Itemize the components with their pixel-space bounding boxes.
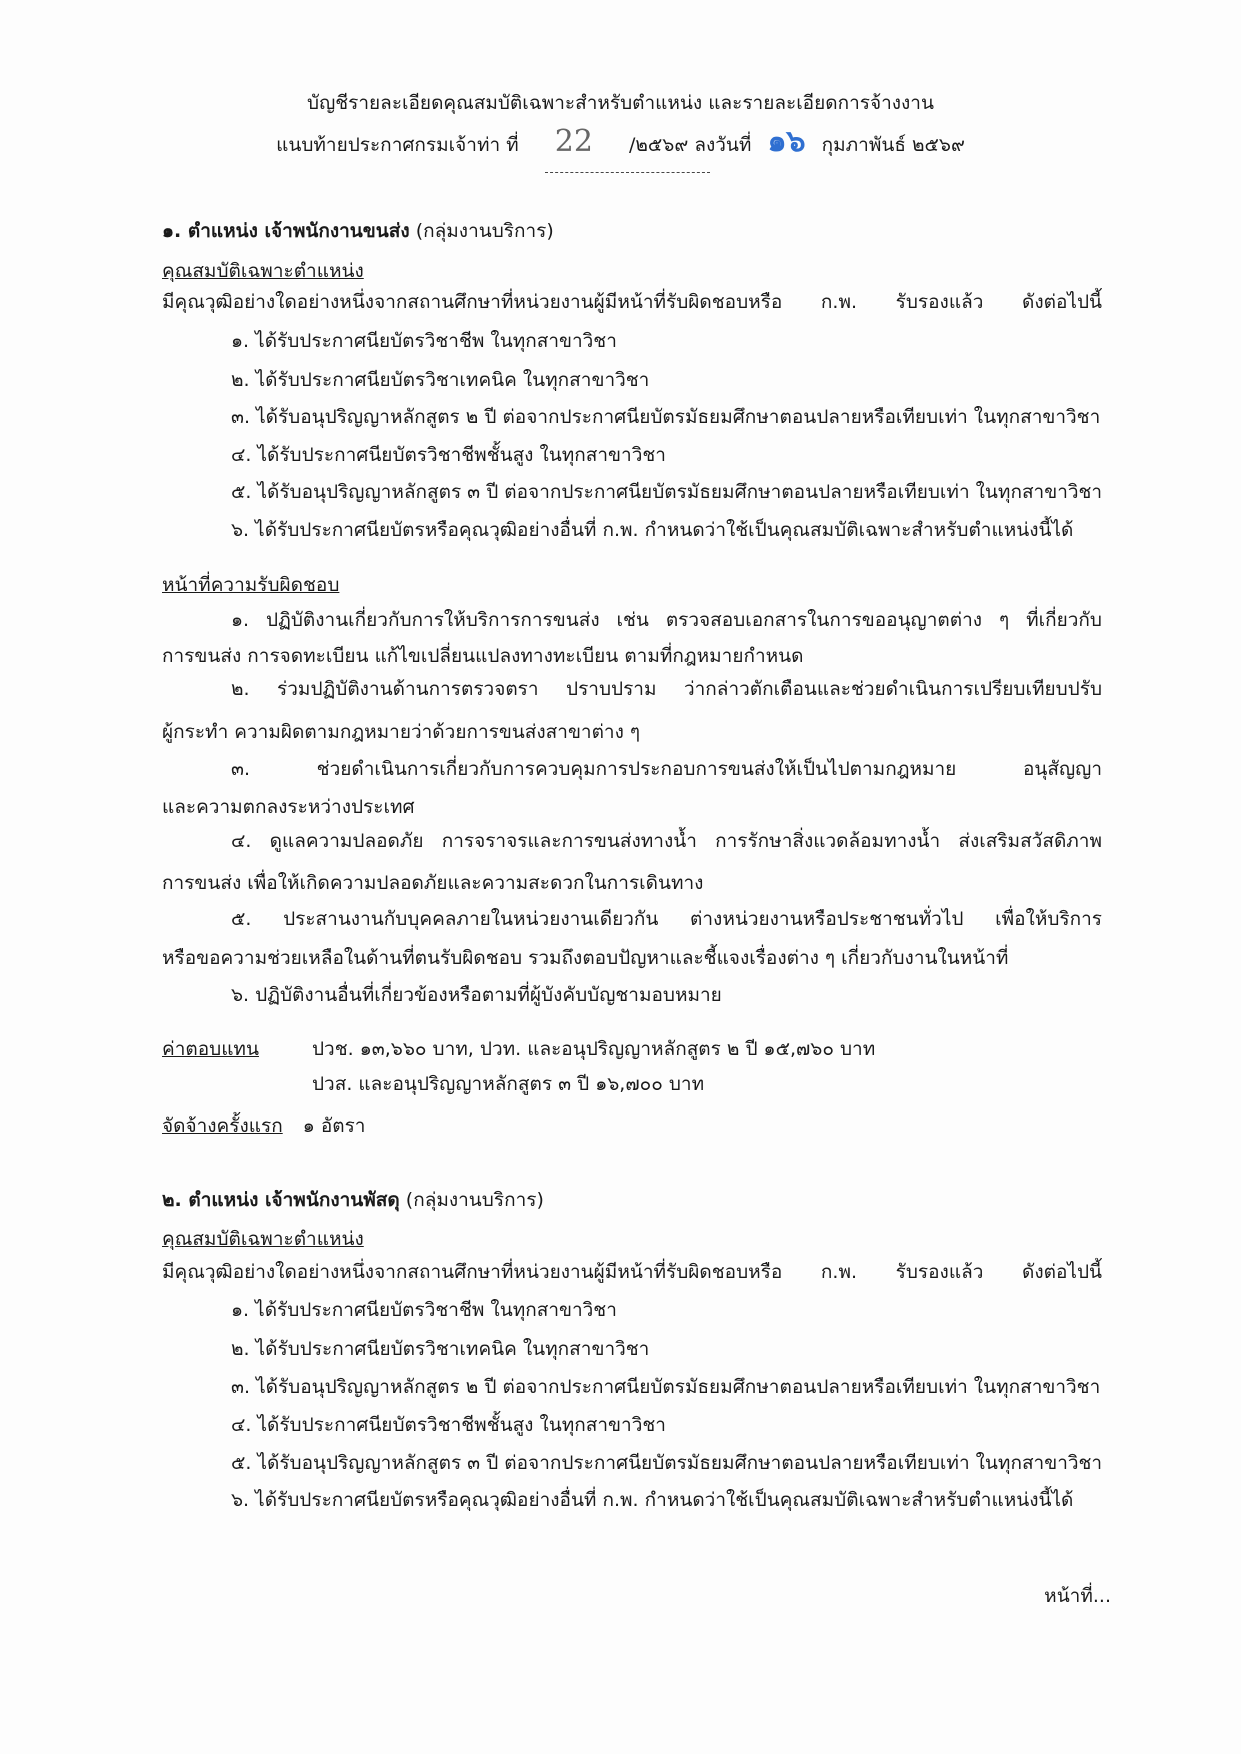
position-group: (กลุ่มงานบริการ) (415, 220, 554, 242)
qual-item: ๑. ได้รับประกาศนียบัตรวิชาชีพ ในทุกสาขาวิชา (231, 330, 617, 352)
section-1-heading (162, 217, 1102, 245)
handwritten-number: 22 (554, 124, 593, 159)
qual-item: ๓. ได้รับอนุปริญญาหลักสูตร ๒ ปี ต่อจากประกาศนียบัตรมัธยมศึกษาตอนปลายหรือเทียบเท่า ในทุกสาขาวิชา (231, 1376, 1101, 1398)
duty-item: ๖. ปฏิบัติงานอื่นที่เกี่ยวข้องหรือตามที่ผู้บังคับบัญชามอบหมาย (231, 984, 722, 1006)
duty-item-cont: และความตกลงระหว่างประเทศ (162, 796, 415, 818)
pay-line-1: ปวช. ๑๓,๖๖๐ บาท, ปวท. และอนุปริญญาหลักสูตร ๒ ปี ๑๕,๗๖๐ บาท (312, 1038, 876, 1060)
hire-label: จัดจ้างครั้งแรก (162, 1115, 283, 1137)
duty-item-cont: การขนส่ง การจดทะเบียน แก้ไขเปลี่ยนแปลงทางทะเบียน ตามที่กฎหมายกำหนด (162, 645, 804, 667)
qual-title: คุณสมบัติเฉพาะตำแหน่ง (162, 1228, 364, 1250)
doc-subtitle (0, 124, 1241, 159)
qual-item: ๒. ได้รับประกาศนียบัตรวิชาเทคนิค ในทุกสาขาวิชา (231, 1338, 650, 1360)
position-title: ๑. ตำแหน่ง เจ้าพนักงานขนส่ง (162, 220, 410, 242)
qual-item: ๖. ได้รับประกาศนียบัตรหรือคุณวุฒิอย่างอื่นที่ ก.พ. กำหนดว่าใช้เป็นคุณสมบัติเฉพาะสำหรับตำแหน่งนี้ได้ (231, 519, 1074, 541)
qual-item: ๑. ได้รับประกาศนียบัตรวิชาชีพ ในทุกสาขาวิชา (231, 1299, 617, 1321)
qual-item: ๒. ได้รับประกาศนียบัตรวิชาเทคนิค ในทุกสาขาวิชา (231, 369, 650, 391)
duty-item: ๓. ช่วยดำเนินการเกี่ยวกับการควบคุมการประกอบการขนส่งให้เป็นไปตามกฎหมาย อนุสัญญา (231, 758, 1102, 780)
duty-item-cont: การขนส่ง เพื่อให้เกิดความปลอดภัยและความสะดวกในการเดินทาง (162, 872, 704, 894)
qual-intro: มีคุณวุฒิอย่างใดอย่างหนึ่งจากสถานศึกษาที่หน่วยงานผู้มีหน้าที่รับผิดชอบหรือ ก.พ. รับรองแล้ว ดังต่อไปนี้ (162, 1261, 1102, 1283)
qual-title: คุณสมบัติเฉพาะตำแหน่ง (162, 260, 364, 282)
duty-item-cont: ผู้กระทำ ความผิดตามกฎหมายว่าด้วยการขนส่งสาขาต่าง ๆ (162, 721, 641, 743)
qual-item: ๓. ได้รับอนุปริญญาหลักสูตร ๒ ปี ต่อจากประกาศนียบัตรมัธยมศึกษาตอนปลายหรือเทียบเท่า ในทุกสาขาวิชา (231, 406, 1101, 428)
position-title: ๒. ตำแหน่ง เจ้าพนักงานพัสดุ (162, 1189, 400, 1211)
qual-item: ๕. ได้รับอนุปริญญาหลักสูตร ๓ ปี ต่อจากประกาศนียบัตรมัธยมศึกษาตอนปลายหรือเทียบเท่า ในทุกสาขาวิชา (231, 481, 1103, 503)
announcement-prefix: แนบท้ายประกาศกรมเจ้าท่า ที่ (276, 134, 519, 156)
duty-item: ๕. ประสานงานกับบุคคลภายในหน่วยงานเดียวกัน ต่างหน่วยงานหรือประชาชนทั่วไป เพื่อให้บริการ (231, 908, 1102, 930)
pay-line-2: ปวส. และอนุปริญญาหลักสูตร ๓ ปี ๑๖,๗๐๐ บาท (312, 1073, 705, 1095)
pay-label: ค่าตอบแทน (162, 1038, 259, 1060)
duty-item-cont: หรือขอความช่วยเหลือในด้านที่ตนรับผิดชอบ รวมถึงตอบปัญหาและชี้แจงเรื่องต่าง ๆ เกี่ยวกับงานในหน้าที่ (162, 947, 1009, 969)
hire-row (162, 1112, 1102, 1140)
next-page-indicator: หน้าที่... (1044, 1585, 1111, 1607)
qual-item: ๔. ได้รับประกาศนียบัตรวิชาชีพชั้นสูง ในทุกสาขาวิชา (231, 444, 666, 466)
qual-intro: มีคุณวุฒิอย่างใดอย่างหนึ่งจากสถานศึกษาที่หน่วยงานผู้มีหน้าที่รับผิดชอบหรือ ก.พ. รับรองแล้ว ดังต่อไปนี้ (162, 291, 1102, 313)
divider (545, 172, 710, 173)
pay-row (162, 1035, 1102, 1063)
doc-title: บัญชีรายละเอียดคุณสมบัติเฉพาะสำหรับตำแหน่ง และรายละเอียดการจ้างงาน (307, 92, 934, 114)
duties-title: หน้าที่ความรับผิดชอบ (162, 574, 340, 596)
hire-value: ๑ อัตรา (302, 1115, 366, 1137)
handwritten-day: ๑๖ (767, 124, 806, 159)
duty-item: ๔. ดูแลความปลอดภัย การจราจรและการขนส่งทางน้ำ การรักษาสิ่งแวดล้อมทางน้ำ ส่งเสริมสวัสดิภาพ (231, 830, 1102, 852)
qual-item: ๕. ได้รับอนุปริญญาหลักสูตร ๓ ปี ต่อจากประกาศนียบัตรมัธยมศึกษาตอนปลายหรือเทียบเท่า ในทุกสาขาวิชา (231, 1452, 1103, 1474)
month-year: กุมภาพันธ์ ๒๕๖๙ (821, 134, 965, 156)
qual-item: ๔. ได้รับประกาศนียบัตรวิชาชีพชั้นสูง ในทุกสาขาวิชา (231, 1414, 666, 1436)
duty-item: ๑. ปฏิบัติงานเกี่ยวกับการให้บริการการขนส่ง เช่น ตรวจสอบเอกสารในการขออนุญาตต่าง ๆ ที่เกี่ยวกับ (231, 609, 1102, 631)
year-suffix: /๒๕๖๙ ลงวันที่ (629, 134, 752, 156)
position-group: (กลุ่มงานบริการ) (405, 1189, 544, 1211)
qual-item: ๖. ได้รับประกาศนียบัตรหรือคุณวุฒิอย่างอื่นที่ ก.พ. กำหนดว่าใช้เป็นคุณสมบัติเฉพาะสำหรับตำแหน่งนี้ได้ (231, 1489, 1074, 1511)
duty-item: ๒. ร่วมปฏิบัติงานด้านการตรวจตรา ปราบปราม ว่ากล่าวตักเตือนและช่วยดำเนินการเปรียบเทียบปรับ (231, 678, 1102, 700)
section-2-heading (162, 1186, 1102, 1214)
